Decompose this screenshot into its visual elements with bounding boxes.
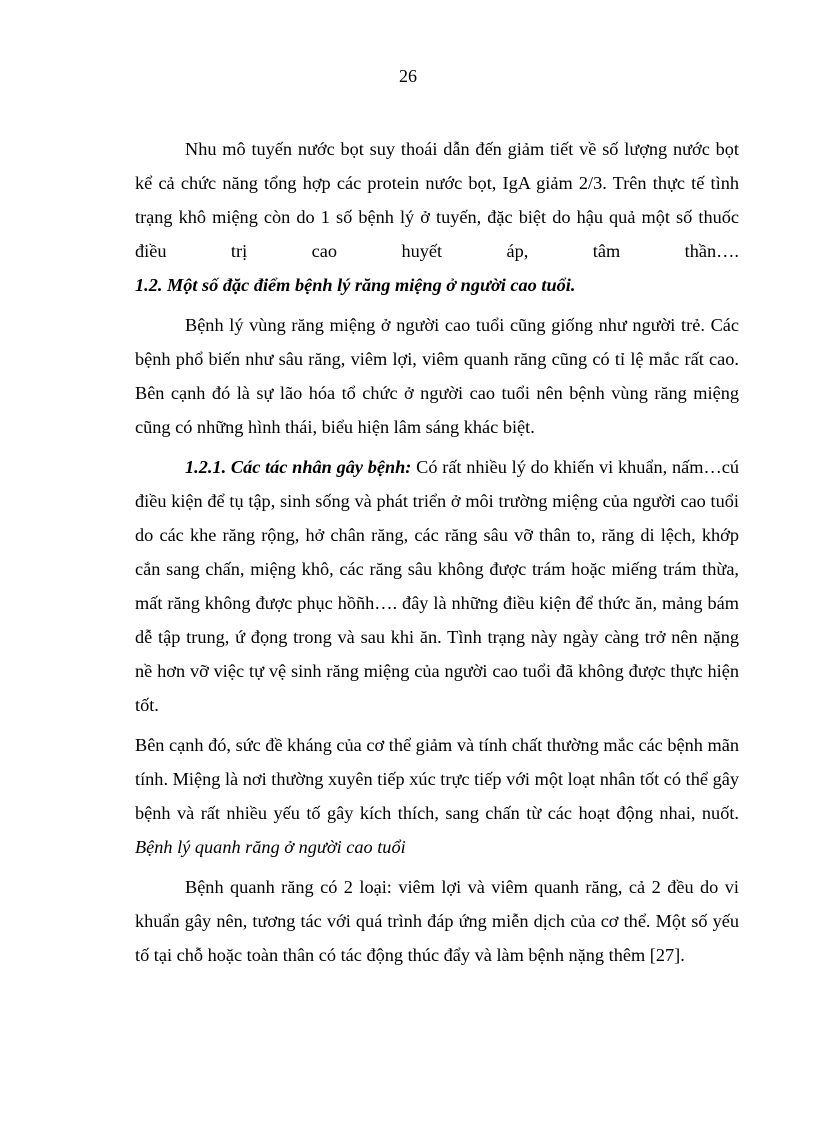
page-number: 26 xyxy=(399,66,417,86)
paragraph-resistance xyxy=(135,728,739,864)
subsection-heading-1-2-1: 1.2.1. Các tác nhân gây bệnh: xyxy=(185,457,412,477)
subsection-periodontal-title: Bệnh lý quanh răng ở người cao tuổi xyxy=(135,837,406,857)
paragraph-pathogens xyxy=(135,450,739,722)
page-body xyxy=(135,132,739,972)
paragraph-pathogens-text: Có rất nhiều lý do khiến vi khuẩn, nấm…cú điều kiện để tụ tập, sinh sống và phát triển ở môi trường miệng của người cao tuổi do các khe răng rộng, hở chân răng, các răng sâu vỡ thân to, răng di lệch, khớp cắn sang chấn, miệng khô, các răng sâu không được trám hoặc miếng trám thừa, mất răng không được phục hồñh…. đây là những điều kiện để thức ăn, mảng bám dễ tập trung, ứ đọng trong và sau khi ăn. Tình trạng này ngày càng trở nên nặng nề hơn vỡ việc tự vệ sinh răng miệng của người cao tuổi đã không được thực hiện tốt. xyxy=(135,457,739,715)
section-heading-1-2: 1.2. Một số đặc điểm bệnh lý răng miệng ở người cao tuổi. xyxy=(135,275,576,295)
paragraph-resistance-text: Bên cạnh đó, sức đề kháng của cơ thể giảm và tính chất thường mắc các bệnh mãn tính. Miệng là nơi thường xuyên tiếp xúc trực tiếp với một loạt nhân tốt có thể gây bệnh và rất nhiều yếu tố gây kích thích, sang chấn từ các hoạt động nhai, nuốt. xyxy=(135,735,739,823)
paragraph-saliva: Nhu mô tuyến nước bọt suy thoái dẫn đến giảm tiết về số lượng nước bọt kể cả chức năng tổng hợp các protein nước bọt, IgA giảm 2/3. Trên thực tế tình trạng khô miệng còn do 1 số bệnh lý ở tuyến, đặc biệt do hậu quả một số thuốc điều trị cao huyết áp, tâm thần…. xyxy=(135,139,739,261)
paragraph-oral-diseases: Bệnh lý vùng răng miệng ở người cao tuổi cũng giống như người trẻ. Các bệnh phổ biến như sâu răng, viêm lợi, viêm quanh răng cũng có tỉ lệ mắc rất cao. Bên cạnh đó là sự lão hóa tổ chức ở người cao tuổi nên bệnh vùng răng miệng cũng có những hình thái, biểu hiện lâm sáng khác biệt. xyxy=(135,315,739,437)
paragraph-periodontal: Bệnh quanh răng có 2 loại: viêm lợi và viêm quanh răng, cả 2 đều do vi khuẩn gây nên, tương tác với quá trình đáp ứng miễn dịch của cơ thể. Một số yếu tố tại chỗ hoặc toàn thân có tác động thúc đẩy và làm bệnh nặng thêm [27]. xyxy=(135,877,739,965)
